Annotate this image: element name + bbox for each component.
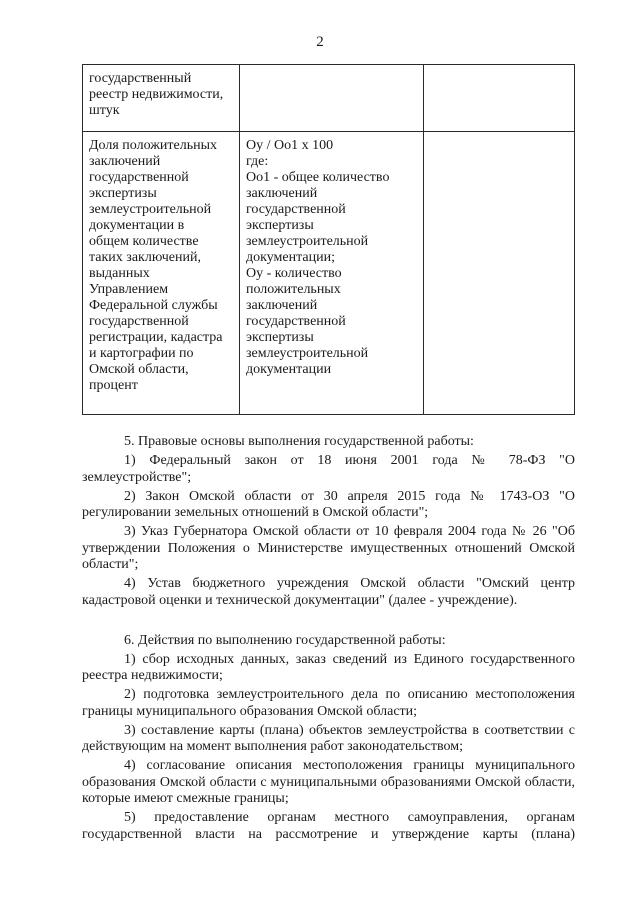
cell-text-line: общем количестве: [89, 234, 199, 249]
cell-text-line: Оу / Оо1 х 100: [246, 138, 334, 153]
cell-text-line: реестр недвижимости,: [89, 87, 224, 102]
section-heading: 6. Действия по выполнению государственной работы:: [124, 632, 446, 648]
cell-text-line: землеустроительной: [246, 234, 369, 249]
table-cell-formula: [240, 65, 424, 132]
table-cell-value: [424, 132, 575, 415]
table-row: [83, 65, 575, 132]
table-cell-value: [424, 65, 575, 132]
cell-text-line: Оо1 - общее количество: [246, 170, 390, 185]
cell-text-line: государственной: [89, 314, 189, 329]
cell-text-line: государственной: [246, 202, 346, 217]
cell-text-line: Федеральной службы: [89, 298, 218, 313]
section-heading: 5. Правовые основы выполнения государственной работы:: [124, 434, 474, 449]
list-item: 2) подготовка землеустроительного дела по описанию местоположения границы муниципального образования Омской области;: [82, 687, 575, 719]
cell-text-line: землеустроительной: [246, 346, 369, 361]
list-item: 2) Закон Омской области от 30 апреля 2015 года № 1743-ОЗ "О регулировании земельных отношений в Омской области";: [82, 488, 575, 520]
page-number: 2: [316, 34, 324, 50]
section-spacer: [82, 612, 575, 632]
list-item: 1) Федеральный закон от 18 июня 2001 года № 78-ФЗ "О землеустройстве";: [82, 453, 575, 485]
cell-text-line: землеустроительной: [89, 202, 212, 217]
cell-text-line: государственной: [246, 314, 346, 329]
cell-text-line: экспертизы: [246, 218, 314, 233]
list-item: 1) сбор исходных данных, заказ сведений из Единого государственного реестра недвижимости;: [82, 651, 575, 683]
cell-text-line: документации в: [89, 218, 185, 233]
cell-text-line: документации;: [246, 250, 335, 265]
list-item: 5) предоставление органам местного самоуправления, органам государственной власти на рассмотрение и утверждение карты (плана): [82, 810, 575, 842]
cell-text-line: документации: [246, 362, 332, 377]
cell-text-line: штук: [89, 103, 120, 118]
cell-text-line: заключений: [246, 298, 318, 313]
table-row: [83, 132, 575, 415]
table-cell-indicator-name: [83, 132, 240, 415]
cell-text-line: Омской области,: [89, 362, 189, 377]
cell-text-line: где:: [246, 154, 269, 169]
list-item: 4) Устав бюджетного учреждения Омской области "Омский центр кадастровой оценки и технической документации" (далее - учреждение).: [82, 576, 575, 608]
list-item: 3) составление карты (плана) объектов землеустройства в соответствии с действующим на момент выполнения работ законодательством;: [82, 722, 575, 754]
list-item: 3) Указ Губернатора Омской области от 10 февраля 2004 года № 26 "Об утверждении Положения о Министерстве имущественных отношений Омской области";: [82, 524, 575, 572]
cell-text-line: государственной: [89, 170, 189, 185]
cell-text-line: государственный: [89, 71, 192, 86]
list-item: 4) согласование описания местоположения границы муниципального образования Омской области с муниципальными образованиями Омской области, которые имеют смежные границы;: [82, 758, 575, 806]
cell-text-line: экспертизы: [89, 186, 157, 201]
cell-text-line: заключений: [89, 154, 161, 169]
cell-text-line: процент: [89, 378, 138, 393]
indicator-table: [82, 64, 575, 415]
cell-text-line: Управлением: [89, 282, 169, 297]
cell-text-line: положительных: [246, 282, 341, 297]
cell-text-line: заключений: [246, 186, 318, 201]
table-cell-indicator-name: [83, 65, 240, 132]
cell-text-line: Доля положительных: [89, 138, 218, 153]
cell-text-line: и картографии по: [89, 346, 194, 361]
body-text: [82, 433, 575, 846]
cell-text-line: экспертизы: [246, 330, 314, 345]
cell-text-line: Оу - количество: [246, 266, 342, 281]
cell-text-line: выданных: [89, 266, 150, 281]
cell-text-line: регистрации, кадастра: [89, 330, 223, 345]
table-cell-formula: [240, 132, 424, 415]
cell-text-line: таких заключений,: [89, 250, 201, 265]
